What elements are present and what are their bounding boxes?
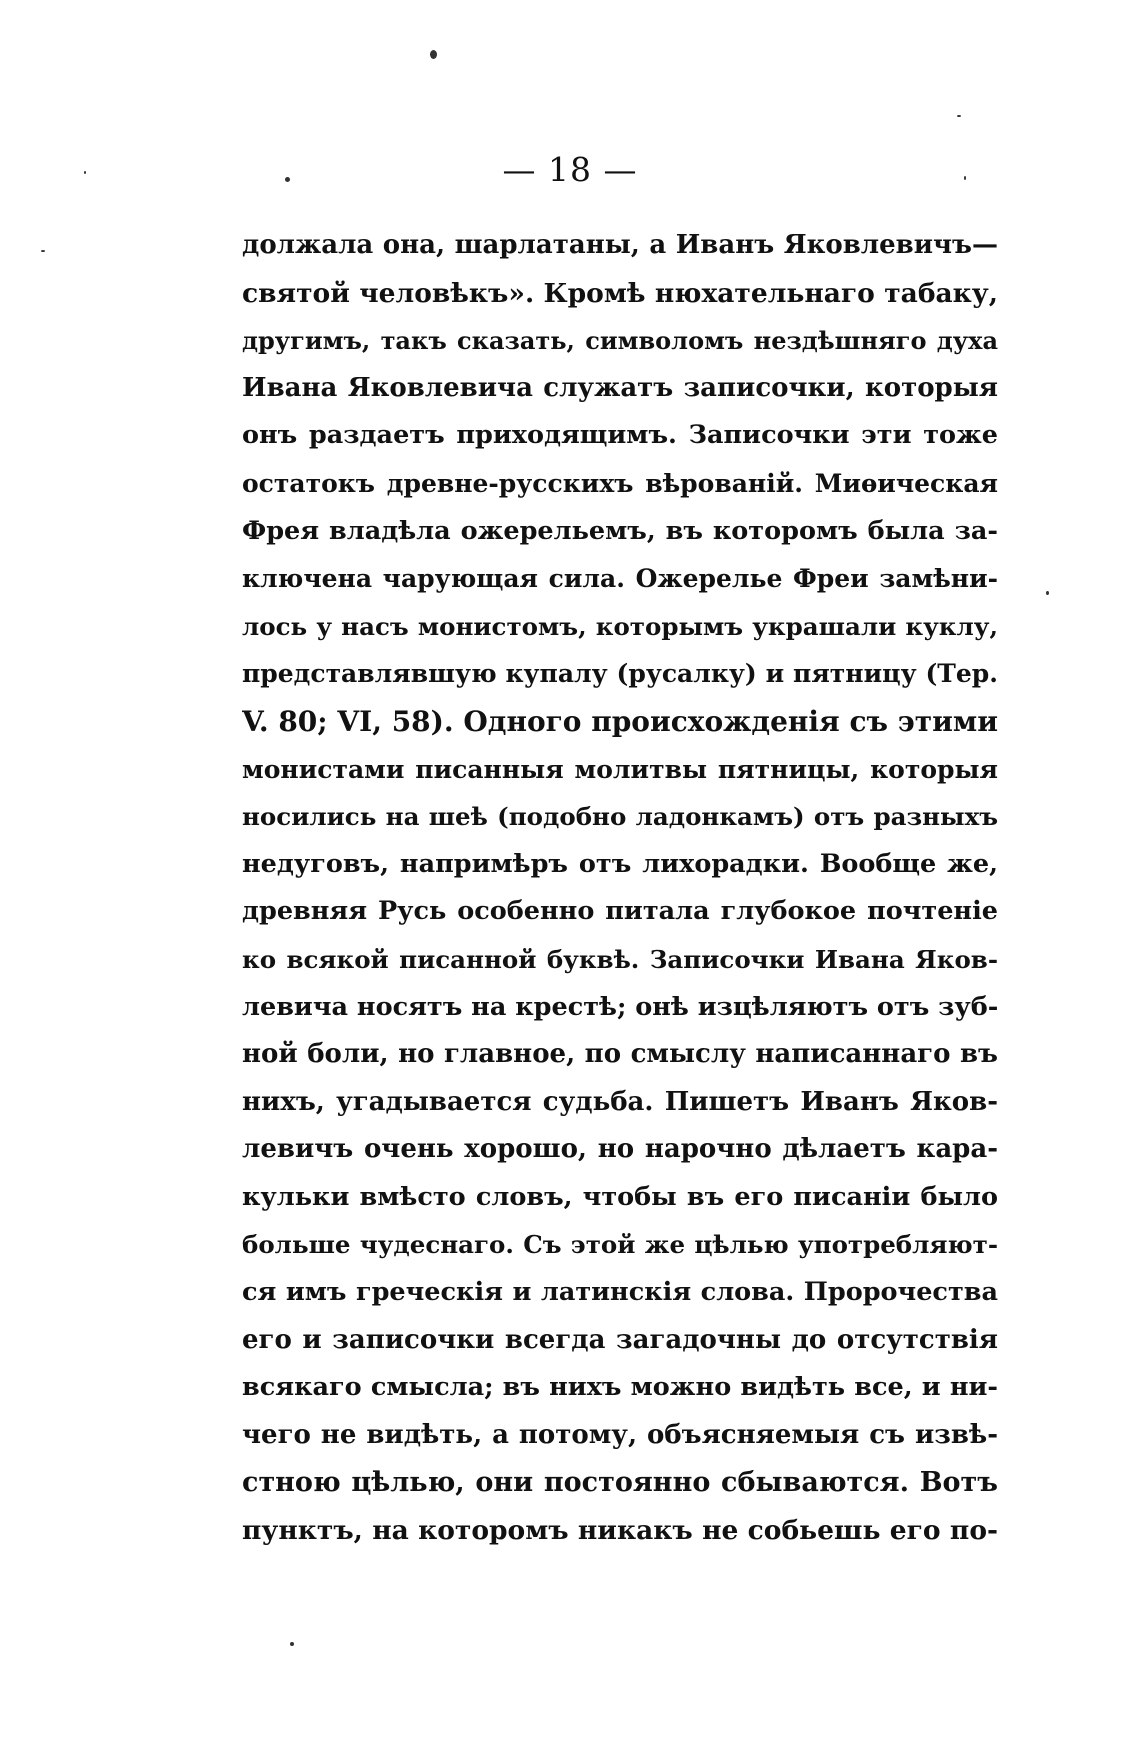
text-line: монистами писанныя молитвы пятницы, которыя: [242, 754, 998, 784]
text-line: V. 80; VI, 58). Одного происхожденія съ этими: [242, 704, 998, 738]
text-line: его и записочки всегда загадочны до отсутствія: [242, 1324, 998, 1355]
text-line: пунктъ, на которомъ никакъ не собьешь его по-: [242, 1515, 998, 1547]
text-line: лось у насъ монистомъ, которымъ украшали куклу,: [242, 611, 998, 641]
text-line: недуговъ, напримѣръ отъ лихорадки. Вообще же,: [242, 848, 998, 879]
text-line: древняя Русь особенно питала глубокое почтеніе: [242, 896, 998, 927]
text-line: кульки вмѣсто словъ, чтобы въ его писаніи было: [242, 1181, 998, 1212]
text-line: ной боли, но главное, по смыслу написаннаго въ: [242, 1039, 998, 1070]
scan-speck: [84, 171, 86, 174]
text-line: онъ раздаетъ приходящимъ. Записочки эти тоже: [242, 420, 998, 451]
body-text: [242, 222, 998, 1555]
page-number: — 18 —: [502, 150, 638, 189]
text-line: всякаго смысла; въ нихъ можно видѣть все, и ни-: [242, 1372, 998, 1403]
text-line: святой человѣкъ». Кромѣ нюхательнаго табаку,: [242, 277, 998, 309]
text-line: должала она, шарлатаны, а Иванъ Яковлевичъ—: [242, 230, 998, 260]
scan-speck: [41, 250, 45, 252]
text-line: другимъ, такъ сказать, символомъ нездѣшняго духа: [242, 326, 998, 356]
scan-speck: [957, 115, 961, 117]
text-line: ся имъ греческія и латинскія слова. Пророчества: [242, 1277, 998, 1308]
text-line: Фрея владѣла ожерельемъ, въ которомъ была за-: [242, 515, 998, 546]
text-line: остатокъ древне-русскихъ вѣрованій. Миѳическая: [242, 468, 998, 498]
text-line: больше чудеснаго. Съ этой же цѣлью употребляют-: [242, 1230, 998, 1260]
text-line: носились на шеѣ (подобно ладонкамъ) отъ разныхъ: [242, 802, 998, 832]
text-line: ко всякой писанной буквѣ. Записочки Ивана Яков-: [242, 944, 998, 974]
scan-speck: [290, 1642, 294, 1646]
text-line: чего не видѣть, а потому, объясняемыя съ извѣ-: [242, 1419, 998, 1450]
text-line: представлявшую купалу (русалку) и пятницу (Тер.: [242, 659, 998, 689]
text-line: Ивана Яковлевича служатъ записочки, которыя: [242, 372, 998, 403]
text-line: ключена чарующая сила. Ожерелье Фреи замѣни-: [242, 564, 998, 594]
text-line: левича носятъ на крестѣ; онѣ изцѣляютъ отъ зуб-: [242, 991, 998, 1022]
text-line: нихъ, угадывается судьба. Пишетъ Иванъ Яков-: [242, 1086, 998, 1117]
scan-speck: [964, 176, 966, 180]
scan-speck: [285, 177, 290, 182]
scan-speck: [1046, 591, 1049, 595]
text-line: левичъ очень хорошо, но нарочно дѣлаетъ кара-: [242, 1134, 998, 1165]
scan-speck: [430, 50, 437, 59]
text-line: стною цѣлью, они постоянно сбываются. Вотъ: [242, 1467, 998, 1499]
